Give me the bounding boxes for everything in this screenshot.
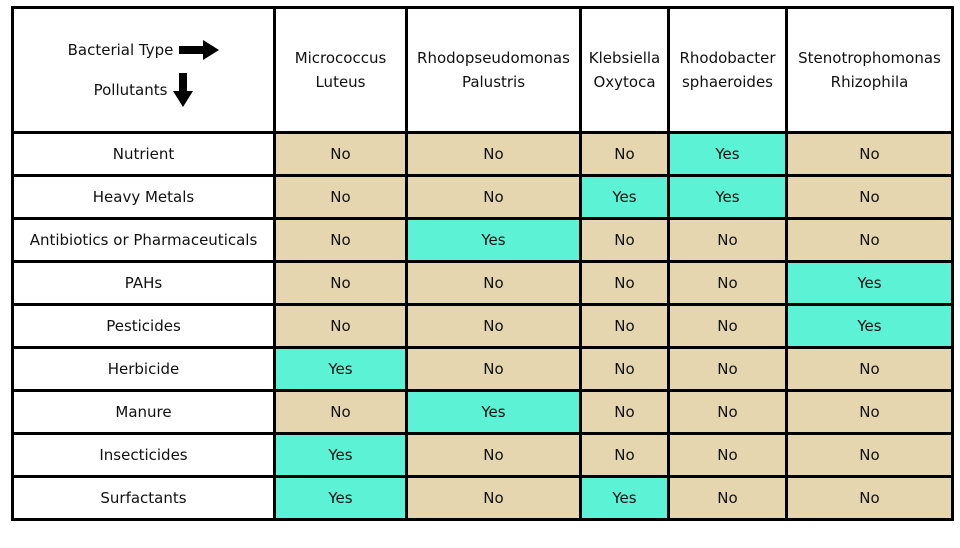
column-header bbox=[787, 8, 953, 133]
arrow-right-icon bbox=[179, 40, 219, 60]
column-header-line1: Rhodopseudomonas bbox=[417, 49, 570, 67]
table-container bbox=[11, 6, 954, 521]
value-cell: No bbox=[581, 262, 669, 305]
value-cell: Yes bbox=[581, 477, 669, 520]
column-header-line2: Palustris bbox=[461, 73, 526, 91]
table-row bbox=[13, 262, 953, 305]
value-cell: No bbox=[275, 262, 407, 305]
row-label: Herbicide bbox=[13, 348, 275, 391]
header-row bbox=[13, 8, 953, 133]
table-row bbox=[13, 176, 953, 219]
value-cell: No bbox=[787, 219, 953, 262]
rows-label-line bbox=[14, 70, 273, 110]
value-cell: No bbox=[581, 348, 669, 391]
rows-label: Pollutants bbox=[93, 81, 168, 99]
table-row bbox=[13, 391, 953, 434]
value-cell: No bbox=[787, 348, 953, 391]
value-cell: No bbox=[581, 133, 669, 176]
row-label: Manure bbox=[13, 391, 275, 434]
table-row bbox=[13, 348, 953, 391]
value-cell: Yes bbox=[787, 305, 953, 348]
value-cell: No bbox=[275, 391, 407, 434]
value-cell: No bbox=[581, 434, 669, 477]
row-label: Pesticides bbox=[13, 305, 275, 348]
table-row bbox=[13, 133, 953, 176]
value-cell: Yes bbox=[669, 133, 787, 176]
value-cell: No bbox=[669, 219, 787, 262]
row-label: Surfactants bbox=[13, 477, 275, 520]
column-header-line2: Luteus bbox=[315, 73, 366, 91]
column-header bbox=[581, 8, 669, 133]
columns-label-line bbox=[14, 30, 273, 70]
table-row bbox=[13, 477, 953, 520]
value-cell: No bbox=[581, 219, 669, 262]
value-cell: No bbox=[669, 434, 787, 477]
value-cell: Yes bbox=[669, 176, 787, 219]
value-cell: No bbox=[407, 176, 581, 219]
value-cell: No bbox=[275, 176, 407, 219]
column-header bbox=[275, 8, 407, 133]
value-cell: No bbox=[669, 262, 787, 305]
value-cell: Yes bbox=[275, 434, 407, 477]
value-cell: No bbox=[407, 262, 581, 305]
column-header-line1: Stenotrophomonas bbox=[798, 49, 941, 67]
row-label: Antibiotics or Pharmaceuticals bbox=[13, 219, 275, 262]
value-cell: No bbox=[407, 133, 581, 176]
value-cell: Yes bbox=[787, 262, 953, 305]
value-cell: No bbox=[407, 348, 581, 391]
corner-cell bbox=[13, 8, 275, 133]
value-cell: No bbox=[407, 305, 581, 348]
value-cell: No bbox=[669, 348, 787, 391]
value-cell: No bbox=[787, 391, 953, 434]
value-cell: No bbox=[787, 477, 953, 520]
value-cell: No bbox=[581, 305, 669, 348]
arrow-down-icon bbox=[173, 73, 193, 107]
value-cell: Yes bbox=[407, 391, 581, 434]
table-row bbox=[13, 305, 953, 348]
column-header-line1: Rhodobacter bbox=[679, 49, 776, 67]
column-header-line2: sphaeroides bbox=[681, 73, 773, 91]
value-cell: No bbox=[275, 219, 407, 262]
column-header-line1: Micrococcus bbox=[294, 49, 387, 67]
value-cell: Yes bbox=[275, 477, 407, 520]
value-cell: No bbox=[407, 477, 581, 520]
column-header bbox=[407, 8, 581, 133]
value-cell: No bbox=[407, 434, 581, 477]
value-cell: No bbox=[669, 477, 787, 520]
value-cell: No bbox=[669, 305, 787, 348]
columns-label: Bacterial Type bbox=[67, 41, 174, 59]
value-cell: No bbox=[787, 434, 953, 477]
value-cell: No bbox=[275, 305, 407, 348]
table-body bbox=[13, 133, 953, 520]
table-row bbox=[13, 219, 953, 262]
row-label: Nutrient bbox=[13, 133, 275, 176]
row-label: PAHs bbox=[13, 262, 275, 305]
row-label: Insecticides bbox=[13, 434, 275, 477]
column-header bbox=[669, 8, 787, 133]
value-cell: Yes bbox=[275, 348, 407, 391]
value-cell: No bbox=[787, 133, 953, 176]
value-cell: No bbox=[275, 133, 407, 176]
pollutant-bacteria-table bbox=[11, 6, 954, 521]
table-row bbox=[13, 434, 953, 477]
value-cell: No bbox=[581, 391, 669, 434]
value-cell: Yes bbox=[581, 176, 669, 219]
column-header-line1: Klebsiella bbox=[588, 49, 661, 67]
value-cell: No bbox=[787, 176, 953, 219]
value-cell: No bbox=[669, 391, 787, 434]
row-label: Heavy Metals bbox=[13, 176, 275, 219]
column-header-line2: Rhizophila bbox=[830, 73, 909, 91]
value-cell: Yes bbox=[407, 219, 581, 262]
column-header-line2: Oxytoca bbox=[593, 73, 656, 91]
